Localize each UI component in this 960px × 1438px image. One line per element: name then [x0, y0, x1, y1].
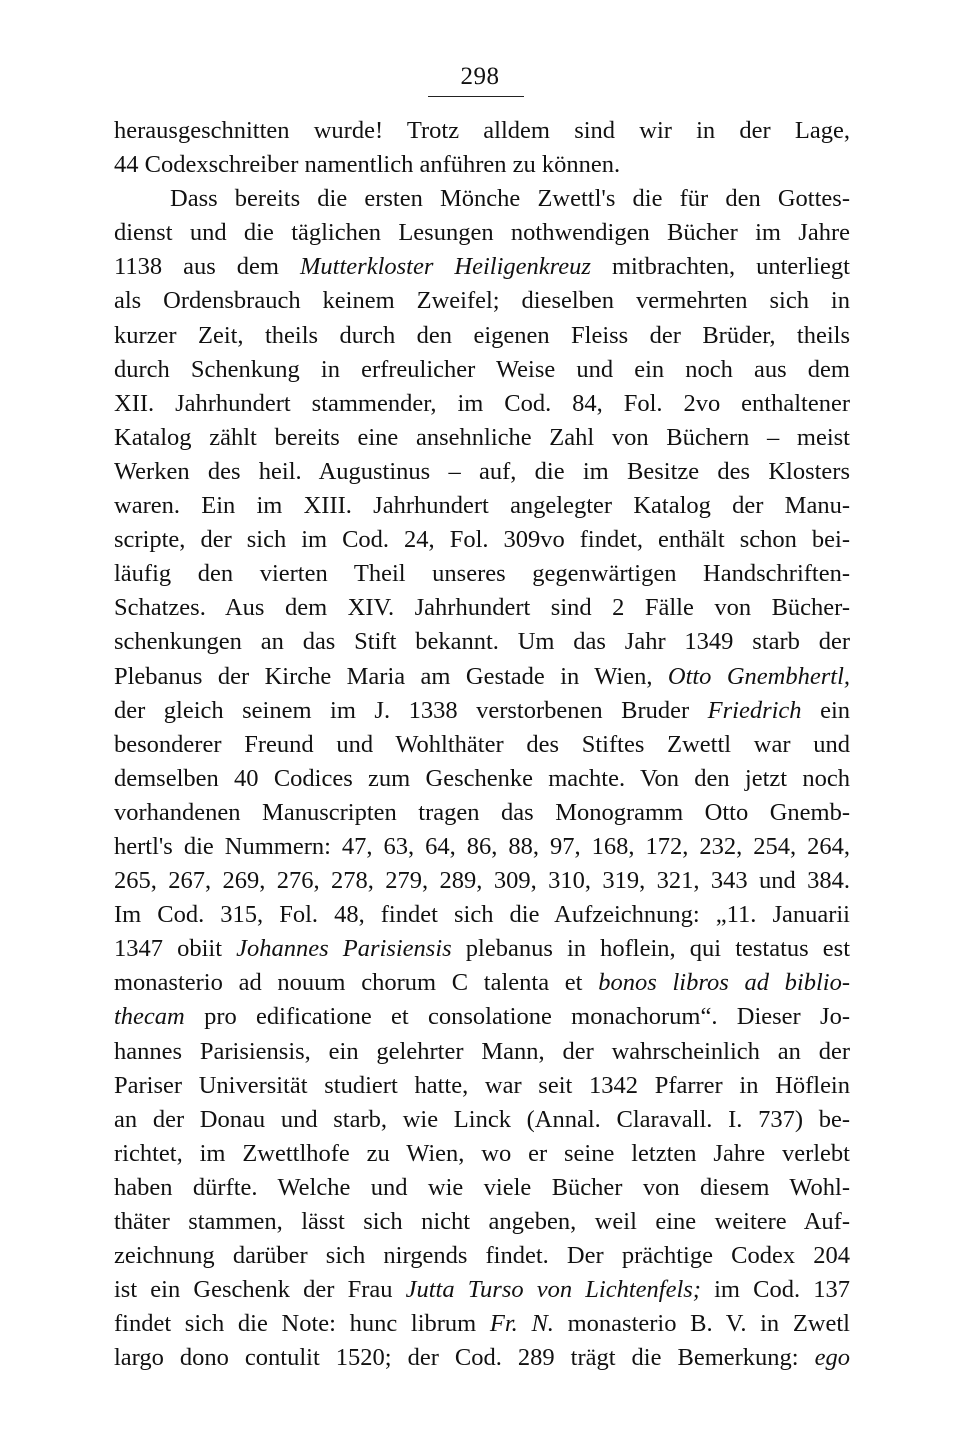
text-segment: läufig den vierten Theil unseres gegenwärtigen Handschriften-: [114, 560, 850, 588]
text-line: [114, 489, 850, 523]
text-segment: durch Schenkung in erfreulicher Weise und ein noch aus dem: [114, 355, 850, 383]
text-segment: Werken des heil. Augustinus – auf, die im Besitze des Klosters: [114, 457, 850, 485]
text-line: [114, 966, 850, 1000]
text-line: [114, 557, 850, 591]
text-line: [114, 319, 850, 353]
text-line: [114, 523, 850, 557]
text-line: [114, 421, 850, 455]
page-number: 298: [460, 63, 500, 90]
text-line: [114, 1239, 850, 1273]
text-segment: hannes Parisiensis, ein gelehrter Mann, der wahrscheinlich an der: [114, 1037, 850, 1065]
text-line: [114, 1069, 850, 1103]
text-segment: im Cod. 137: [700, 1276, 850, 1304]
text-segment: 44 Codexschreiber namentlich anführen zu können.: [114, 151, 621, 179]
text-segment: herausgeschnitten wurde! Trotz alldem sind wir in der Lage,: [114, 117, 850, 144]
text-segment: schenkungen an das Stift bekannt. Um das Jahr 1349 starb der: [114, 628, 850, 656]
text-line: [114, 1171, 850, 1205]
text-segment: 1347 obiit: [114, 935, 237, 963]
text-line: [114, 898, 850, 932]
text-segment: Schatzes. Aus dem XIV. Jahrhundert sind 2 Fälle von Bücher-: [114, 594, 850, 622]
text-segment: XII. Jahrhundert stammender, im Cod. 84, Fol. 2vo enthaltener: [114, 389, 850, 417]
text-segment: ein: [801, 696, 850, 724]
text-line: [114, 694, 850, 728]
text-segment: der gleich seinem im J. 1338 verstorbenen Bruder: [114, 696, 708, 724]
italic-text: ego: [814, 1344, 850, 1372]
text-segment: mitbrachten, unterliegt: [590, 253, 850, 281]
text-segment: waren. Ein im XIII. Jahrhundert angelegter Katalog der Manu-: [114, 492, 850, 520]
italic-text: Johannes Parisiensis: [236, 935, 452, 963]
text-segment: richtet, im Zwettlhofe zu Wien, wo er seine letzten Jahre verlebt: [114, 1139, 850, 1167]
text-segment: 265, 267, 269, 276, 278, 279, 289, 309, 310, 319, 321, 343 und 384.: [114, 867, 850, 895]
italic-text: Jutta Turso von Lichtenfels;: [405, 1276, 701, 1304]
text-segment: Im Cod. 315, Fol. 48, findet sich die Aufzeichnung: „11. Januarii: [114, 901, 850, 929]
text-line: [114, 1103, 850, 1137]
text-line: [114, 728, 850, 762]
text-segment: ist ein Geschenk der Frau: [114, 1276, 406, 1304]
text-segment: monasterio ad nouum chorum C talenta et: [114, 969, 599, 997]
italic-text: Fr. N.: [489, 1310, 554, 1338]
text-line: [114, 864, 850, 898]
text-segment: besonderer Freund und Wohlthäter des Stiftes Zwettl war und: [114, 730, 850, 758]
text-segment: plebanus in hoflein, qui testatus est: [451, 935, 851, 963]
text-segment: pro edificatione et consolatione monachorum“. Dieser Jo-: [184, 1003, 850, 1031]
text-segment: findet sich die Note: hunc librum: [114, 1310, 490, 1338]
text-line: [114, 216, 850, 250]
text-segment: 1138 aus dem: [114, 253, 301, 281]
text-line: [114, 387, 850, 421]
italic-text: Mutterkloster Heiligenkreuz: [300, 253, 591, 281]
text-segment: dienst und die täglichen Lesungen nothwendigen Bücher im Jahre: [114, 219, 850, 247]
text-line: [114, 1205, 850, 1239]
text-line: [114, 353, 850, 387]
text-line: [114, 1137, 850, 1171]
text-segment: Dass bereits die ersten Mönche Zwettl's die für den Gottes-: [170, 185, 850, 213]
text-segment: hertl's die Nummern: 47, 63, 64, 86, 88, 97, 168, 172, 232, 254, 264,: [114, 832, 850, 860]
text-segment: vorhandenen Manuscripten tragen das Monogramm Otto Gnemb-: [114, 798, 850, 826]
text-line: [114, 1000, 850, 1034]
text-line: [114, 591, 850, 625]
text-segment: als Ordensbrauch keinem Zweifel; dieselben vermehrten sich in: [114, 287, 850, 315]
text-segment: scripte, der sich im Cod. 24, Fol. 309vo findet, enthält schon bei-: [114, 526, 850, 554]
italic-text: bonos libros ad biblio-: [598, 969, 851, 997]
text-line: [114, 1341, 850, 1375]
text-line: [114, 455, 850, 489]
italic-text: thecam: [114, 1003, 185, 1031]
text-line: [114, 182, 850, 216]
text-segment: largo dono contulit 1520; der Cod. 289 trägt die Bemerkung:: [114, 1344, 815, 1372]
text-line: [114, 1035, 850, 1069]
text-segment: haben dürfte. Welche und wie viele Bücher von diesem Wohl-: [114, 1173, 850, 1201]
italic-text: Friedrich: [707, 696, 802, 724]
text-line: [114, 796, 850, 830]
header-rule: [428, 96, 524, 97]
text-line: [114, 830, 850, 864]
text-line: [114, 148, 850, 182]
text-segment: an der Donau und starb, wie Linck (Annal. Claravall. I. 737) be-: [114, 1105, 850, 1133]
text-line: [114, 932, 850, 966]
text-line: [114, 625, 850, 659]
text-line: [114, 660, 850, 694]
text-segment: thäter stammen, lässt sich nicht angeben, weil eine weitere Auf-: [114, 1208, 850, 1235]
body-text: [114, 114, 850, 1375]
italic-text: Otto Gnembhertl,: [667, 662, 851, 690]
text-line: [114, 1273, 850, 1307]
text-line: [114, 1307, 850, 1341]
text-line: [114, 762, 850, 796]
text-segment: monasterio B. V. in Zwetl: [553, 1310, 850, 1338]
text-segment: kurzer Zeit, theils durch den eigenen Fleiss der Brüder, theils: [114, 321, 850, 349]
text-segment: demselben 40 Codices zum Geschenke machte. Von den jetzt noch: [114, 764, 850, 792]
text-line: [114, 114, 850, 148]
text-segment: zeichnung darüber sich nirgends findet. Der prächtige Codex 204: [114, 1242, 850, 1270]
text-segment: Plebanus der Kirche Maria am Gestade in Wien,: [114, 662, 668, 690]
text-line: [114, 284, 850, 318]
text-line: [114, 250, 850, 284]
text-segment: Pariser Universität studiert hatte, war seit 1342 Pfarrer in Höflein: [114, 1071, 850, 1099]
text-segment: Katalog zählt bereits eine ansehnliche Zahl von Büchern – meist: [114, 423, 850, 451]
